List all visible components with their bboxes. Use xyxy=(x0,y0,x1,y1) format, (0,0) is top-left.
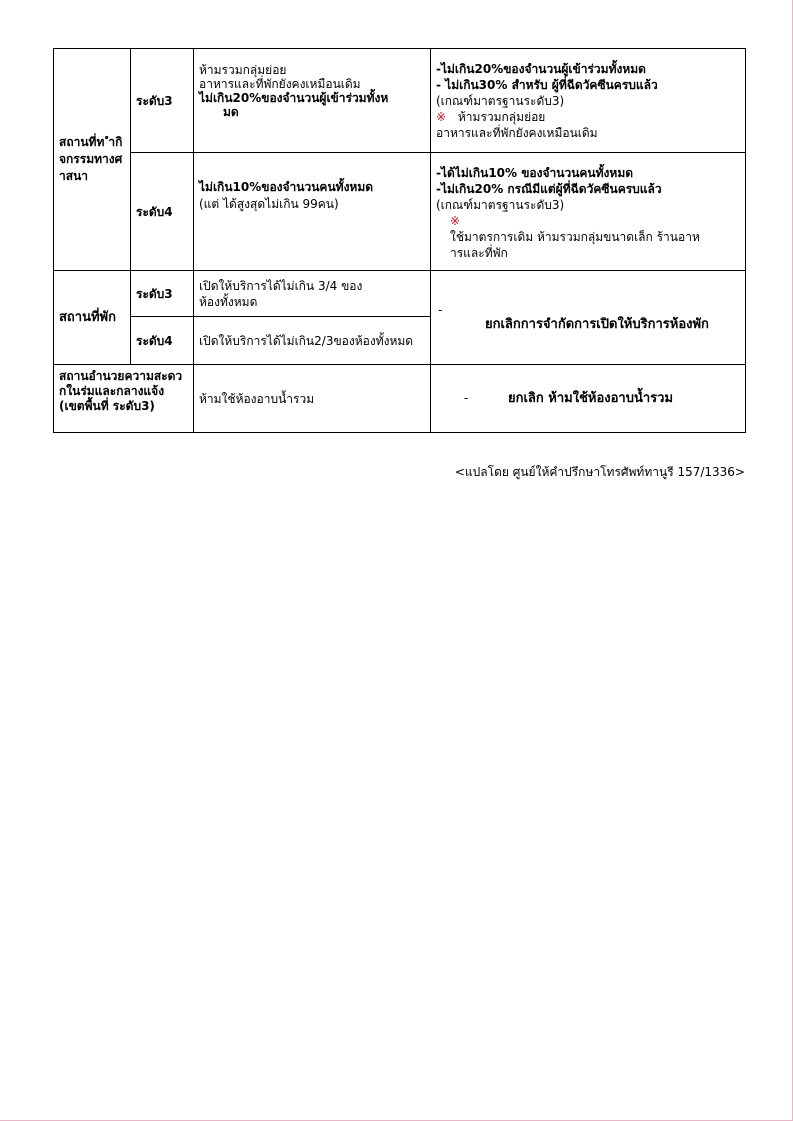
religion-level4-new xyxy=(431,153,746,271)
religion-level3-row xyxy=(54,49,746,153)
new-text-line: ใช้มาตรการเดิม ห้ามรวมกลุ่มขนาดเล็ก ร้านอาห xyxy=(450,230,700,244)
old-text: เปิดให้บริการได้ไม่เกิน 3/4 ของห้องทั้งหมด xyxy=(199,278,363,309)
place-facilities-sub: (เขตพื้นที่ ระดับ3) xyxy=(59,399,155,413)
place-lodging-label: สถานที่พัก xyxy=(59,310,117,325)
lodging-level4-old xyxy=(194,317,431,365)
facilities-old xyxy=(194,365,431,433)
bullet-dash: - xyxy=(464,391,469,405)
lodging-level3-old xyxy=(194,271,431,317)
facilities-row xyxy=(54,365,746,433)
religion-level4-old xyxy=(194,153,431,271)
level-cell xyxy=(131,317,194,365)
lodging-level3-row xyxy=(54,271,746,317)
level-cell xyxy=(131,49,194,153)
level-label: ระดับ4 xyxy=(136,204,173,219)
place-facilities xyxy=(54,365,194,433)
old-text-line: อาหารและที่พักยังคงเหมือนเดิม xyxy=(199,77,361,91)
new-text-line-bold: - ไม่เกิน30% สำหรับ ผู้ที่ฉีดวัคซีนครบแล้ว xyxy=(436,78,658,92)
bullet-dash: - xyxy=(438,302,443,317)
place-religion-label: สถานที่ท ำกิจกรรมทางศาสนา xyxy=(59,135,123,183)
new-text-line: (เกณฑ์มาตรฐานระดับ3) xyxy=(436,94,565,108)
religion-level3-new xyxy=(431,49,746,153)
level-label: ระดับ3 xyxy=(136,93,173,108)
new-text-line-bold: -ไม่เกิน20%ของจำนวนผู้เข้าร่วมทั้งหมด xyxy=(436,62,646,76)
new-text-line xyxy=(436,109,740,125)
old-text-line-bold: ไม่เกิน20%ของจำนวนผู้เข้าร่วมทั้งห xyxy=(199,91,389,105)
religion-level3-old xyxy=(194,49,431,153)
old-text: เปิดให้บริการได้ไม่เกิน2/3ของห้องทั้งหมด xyxy=(199,333,414,348)
old-text-line: (แต่ ได้สูงสุดไม่เกิน 99คน) xyxy=(199,197,339,211)
old-text-line-bold: ไม่เกิน10%ของจำนวนคนทั้งหมด xyxy=(199,180,374,194)
level-cell xyxy=(131,153,194,271)
new-text-line: (เกณฑ์มาตรฐานระดับ3) xyxy=(436,198,565,212)
old-text: ห้ามใช้ห้องอาบน้ำรวม xyxy=(199,391,315,406)
level-label: ระดับ4 xyxy=(136,333,173,348)
facilities-new xyxy=(431,365,746,433)
translation-credit: <แปลโดย ศูนย์ให้คำปรึกษาโทรศัพท์ทานูรี 157/1336> xyxy=(454,465,745,479)
level-cell xyxy=(131,271,194,317)
old-text-line: ห้ามรวมกลุ่มย่อย xyxy=(199,63,287,77)
reference-mark-icon: ※ xyxy=(436,110,447,124)
new-text-inline: ห้ามรวมกลุ่มย่อย xyxy=(457,110,546,124)
new-measure-text: ยกเลิก ห้ามใช้ห้องอาบน้ำรวม xyxy=(508,391,674,406)
religion-level4-row xyxy=(54,153,746,271)
old-text-line-bold: มด xyxy=(223,105,239,119)
reference-mark-icon: ※ xyxy=(450,214,461,228)
new-text-line: ารและที่พัก xyxy=(450,246,508,260)
lodging-new xyxy=(431,271,746,365)
new-text-line-bold: -ได้ไม่เกิน10% ของจำนวนคนทั้งหมด xyxy=(436,166,634,180)
new-text-line: อาหารและที่พักยังคงเหมือนเดิม xyxy=(436,126,598,140)
new-measure-text: ยกเลิกการจำกัดการเปิดให้บริการห้องพัก xyxy=(485,316,709,332)
place-religion xyxy=(54,49,131,271)
new-measure xyxy=(436,303,740,317)
place-facilities-label: สถานอำนวยความสะดวกในร่มและกลางแจ้ง xyxy=(59,369,183,398)
place-lodging xyxy=(54,271,131,365)
new-text-line-bold: -ไม่เกิน20% กรณีมีแต่ผู้ที่ฉีดวัคซีนครบแล้ว xyxy=(436,182,662,196)
level-label: ระดับ3 xyxy=(136,286,173,301)
measures-table xyxy=(53,48,746,433)
